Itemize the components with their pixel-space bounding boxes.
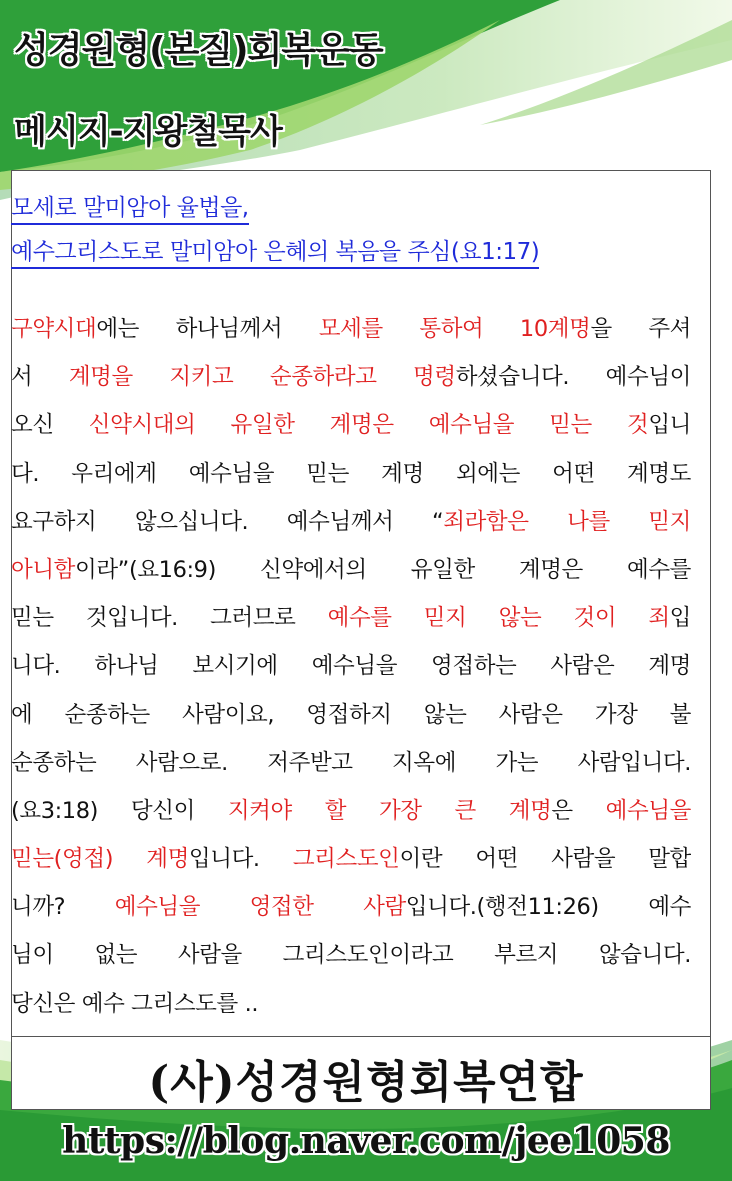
body-line [11,305,691,353]
body-line: 당신은 예수 그리스도를 .. [11,990,259,1017]
footer-divider [11,1036,711,1037]
body-text: 은 [551,797,606,824]
body-text: 오신 [11,412,89,439]
body-text: 이란 어떤 사람을 말합 [399,846,691,873]
body-line [11,787,691,835]
body-text: 을 주셔 [590,316,691,342]
highlight-text: 지켜야 할 가장 큰 계명 [227,797,552,824]
body-line [11,883,691,931]
body-line [11,594,691,642]
body-line [11,353,691,401]
body-line: 순종하는 사람으로. 저주받고 지옥에 가는 사람입니다. [11,749,691,776]
author-subtitle: 메시지-지왕철목사 [14,112,282,152]
body-line: 니다. 하나님 보시기에 예수님을 영접하는 사람은 계명 [11,653,691,680]
body-text: 이라”(요16:9) 신약에서의 유일한 계명은 예수를 [75,556,691,583]
body-line: 에 순종하는 사람이요, 영접하지 않는 사람은 가장 불 [11,701,691,728]
body-text: 믿는 것입니다. 그러므로 [11,605,328,632]
highlight-text: 그리스도인 [292,846,400,873]
body-text: 요구하지 않으십니다. 예수님께서 “ [11,508,444,535]
body-line: 다. 우리에게 예수님을 믿는 계명 외에는 어떤 계명도 [11,460,691,487]
body-text: 니까? [11,894,115,921]
body-line [11,401,691,449]
body-text: 입니 [648,412,691,439]
scripture-heading [11,186,689,274]
body-text: 입 [669,605,691,632]
highlight-text: 아니함 [11,556,76,583]
body-line [11,546,691,594]
page-title: 성경원형(본질)회복운동 [14,30,383,71]
highlight-text: 모세를 통하여 10계명 [318,316,591,342]
organization-name: (사)성경원형회복연합 [148,1057,584,1108]
blog-url: https://blog.naver.com/jee1058 [62,1120,670,1162]
highlight-text: 예수님을 [605,797,691,824]
body-text: 서 [11,364,69,391]
body-text: 입니다. [188,846,293,873]
highlight-text: 예수를 믿지 않는 것이 죄 [327,605,670,632]
body-text: 하셨습니다. 예수님이 [455,364,691,391]
highlight-text: 믿는(영접) 계명 [11,846,189,873]
body-line [11,835,691,883]
highlight-text: 예수님을 영접한 사람 [114,894,406,921]
highlight-text: 구약시대 [11,316,97,342]
highlight-text: 계명을 지키고 순종하라고 명령 [68,364,456,391]
message-body [11,305,691,1028]
body-line: 님이 없는 사람을 그리스도인이라고 부르지 않습니다. [11,942,691,969]
body-text: (요3:18) 당신이 [11,797,228,824]
scripture-heading-line-1: 모세로 말미암아 율법을, [11,193,249,225]
body-text: 입니다.(행전11:26) 예수 [405,894,691,921]
body-text: 에는 하나님께서 [96,316,319,342]
highlight-text: 죄라함은 나를 믿지 [443,508,691,535]
scripture-heading-line-2: 예수그리스도로 말미암아 은혜의 복음을 주심(요1:17) [11,237,539,269]
highlight-text: 신약시대의 유일한 계명은 예수님을 믿는 것 [88,412,649,439]
body-line [11,498,691,546]
